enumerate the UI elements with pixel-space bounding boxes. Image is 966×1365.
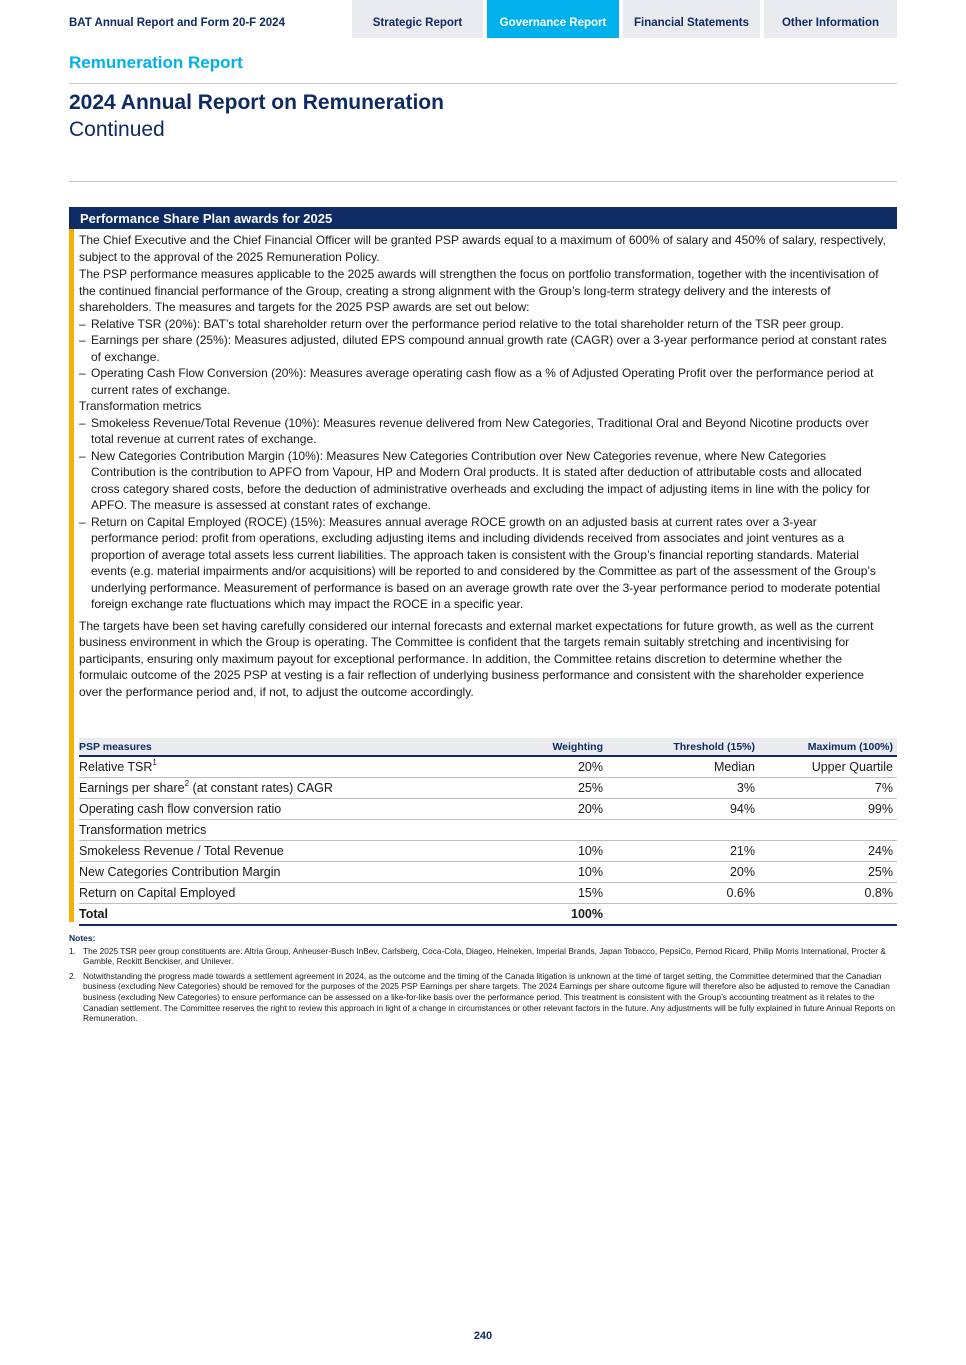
measure-cell: New Categories Contribution Margin (79, 862, 453, 883)
tab-governance-report[interactable]: Governance Report (487, 0, 619, 38)
list-item-text: Earnings per share (25%): Measures adjusted, diluted EPS compound annual growth rate (CAGR) over a 3-year performance period at constant rates of exchange. (91, 333, 887, 364)
footnote-text: Notwithstanding the progress made towards a settlement agreement in 2024, as the outcome and the timing of the Canada litigation is unknown at the time of target setting, the Committee determined that the Canadian business (excluding New Categories) should be removed for the purposes of the 2025 PSP Earnings per share targets. The 2024 Earnings per share outcome figure will therefore also be adjusted to remove the Canadian business (excluding New Categories) to ensure performance can be assessed on a like-for-like basis over the performance period. This treatment is consistent with the Group’s accounting treatment as it relates to the Canadian settlement. The Committee reserves the right to review this approach in light of a change in circumstances or other relevant factors in the future. Any adjustments will be fully explained in future Annual Reports on Remuneration. (83, 970, 895, 1024)
total-label-cell: Total (79, 904, 453, 926)
panel-title: Performance Share Plan awards for 2025 (69, 207, 897, 229)
threshold-cell: 3% (607, 778, 759, 799)
notes-title: Notes: (69, 933, 96, 943)
empty-cell (607, 904, 759, 926)
document-title: BAT Annual Report and Form 20-F 2024 (69, 17, 285, 29)
list-item: – Return on Capital Employed (ROCE) (15%): Measures annual average ROCE growth on an adjusted basis at current rates over a 3-year performance period: profit from operations, excluding adjusting items and including dividends received from associates and joint ventures as a proportion of average total assets less current liabilities. The approach taken is consistent with the Group’s financial reporting standards. Material events (e.g. material impairments and/or acquisitions) will be reported to and considered by the Committee as part of the assessment of the Group’s underlying performance. Measurement of performance is based on an average growth rate over the 3-year performance period to moderate potential foreign exchange rate fluctuations which may impact the ROCE in a specific year. (79, 514, 881, 611)
measure-cell: Earnings per share$^2$ (at constant rates) CAGR (79, 778, 453, 799)
maximum-cell: 0.8% (759, 883, 897, 904)
maximum-cell: 99% (759, 799, 897, 820)
maximum-cell (759, 820, 897, 841)
list-item: – Earnings per share (25%): Measures adjusted, diluted EPS compound annual growth rate (CAGR) over a 3-year performance period at constant rates of exchange. (79, 333, 887, 364)
empty-cell (759, 904, 897, 926)
weighting-cell: 20% (453, 799, 607, 820)
weighting-cell (453, 820, 607, 841)
footnotes (69, 933, 897, 1028)
threshold-cell: 20% (607, 862, 759, 883)
table-total-row (79, 904, 897, 926)
maximum-cell: 24% (759, 841, 897, 862)
footnote-number: 1. (69, 945, 76, 956)
list-item: – Relative TSR (20%): BAT’s total shareholder return over the performance period relative to the total shareholder return of the TSR peer group. (79, 316, 844, 331)
paragraph: The Chief Executive and the Chief Financial Officer will be granted PSP awards equal to a maximum of 600% of salary and 450% of salary, respectively, subject to the approval of the 2025 Remuneration Policy. (79, 233, 886, 264)
list-item-text: Relative TSR (20%): BAT’s total shareholder return over the performance period relative to the total shareholder return of the TSR peer group. (91, 316, 844, 331)
weighting-cell: 15% (453, 883, 607, 904)
tab-other-information[interactable]: Other Information (764, 0, 897, 38)
weighting-cell: 20% (453, 756, 607, 778)
column-header: Threshold (15%) (607, 738, 759, 756)
top-navigation (352, 0, 901, 38)
weighting-cell: 25% (453, 778, 607, 799)
column-header: PSP measures (79, 738, 453, 756)
section-name: Remuneration Report (69, 53, 243, 72)
paragraph: The PSP performance measures applicable to the 2025 awards will strengthen the focus on portfolio transformation, together with the incentivisation of the continued financial performance of the Group, creating a strong alignment with the Group’s long-term strategy delivery and the interests of shareholders. The measures and targets for the 2025 PSP awards are set out below: (79, 267, 879, 314)
list-item-text: New Categories Contribution Margin (10%): Measures New Categories Contribution over New Categories revenue, where New Categories Contribution is the contribution to APFO from Vapour, HP and Modern Oral products. It is stated after deduction of attributable costs and allocated cross category shared costs, before the deduction of administrative overheads and excluding the impact of adjusting items in line with the policy for APFO. The measure is assessed at constant rates of exchange. (91, 448, 871, 512)
list-item: – Smokeless Revenue/Total Revenue (10%): Measures revenue delivered from New Categories, Traditional Oral and Beyond Nicotine products over total revenue at current rates of exchange. (79, 415, 869, 446)
measure-cell: Relative TSR$^1$ (79, 756, 453, 778)
measure-cell: Transformation metrics (79, 820, 453, 841)
threshold-cell: 21% (607, 841, 759, 862)
maximum-cell: Upper Quartile (759, 756, 897, 778)
column-header: Weighting (453, 738, 607, 756)
footnote (69, 946, 897, 967)
measure-cell: Return on Capital Employed (79, 883, 453, 904)
threshold-cell: Median (607, 756, 759, 778)
column-header: Maximum (100%) (759, 738, 897, 756)
threshold-cell: 94% (607, 799, 759, 820)
psp-measures-table (79, 738, 897, 926)
page-subtitle: Continued (69, 118, 165, 141)
threshold-cell: 0.6% (607, 883, 759, 904)
weighting-cell: 10% (453, 841, 607, 862)
paragraph: The targets have been set having carefully considered our internal forecasts and external market expectations for future growth, as well as the current business environment in which the Group is operating. The Committee is confident that the targets remain suitably stretching and incentivising for participants, ensuring only maximum payout for exceptional performance. In addition, the Committee retains discretion to determine whether the formulaic outcome of the 2025 PSP at vesting is a fair reflection of underlying business performance and consistent with the shareholder experience over the performance period and, if not, to adjust the outcome accordingly. (79, 618, 874, 699)
list-item: – New Categories Contribution Margin (10%): Measures New Categories Contribution over New Categories revenue, where New Categories Contribution is the contribution to APFO from Vapour, HP and Modern Oral products. It is stated after deduction of attributable costs and allocated cross category shared costs, before the deduction of administrative overheads and excluding the impact of adjusting items in line with the policy for APFO. The measure is assessed at constant rates of exchange. (79, 448, 871, 512)
table-row (79, 799, 897, 820)
table-row (79, 841, 897, 862)
page-title: 2024 Annual Report on Remuneration (69, 91, 444, 114)
table-header-row (79, 738, 897, 756)
footnote-text: The 2025 TSR peer group constituents are: Altria Group, Anheuser-Busch InBev, Carlsberg, Coca-Cola, Diageo, Heineken, Imperial Brands, Japan Tobacco, PepsiCo, Pernod Ricard, Philip Morris International, Procter & Gamble, Reckitt Benckiser, and Unilever. (83, 945, 886, 967)
panel-body (79, 232, 887, 700)
list-item-text: Smokeless Revenue/Total Revenue (10%): Measures revenue delivered from New Categories, Traditional Oral and Beyond Nicotine products over total revenue at current rates of exchange. (91, 415, 869, 446)
table-row (79, 820, 897, 841)
measure-cell: Operating cash flow conversion ratio (79, 799, 453, 820)
footnote (69, 971, 897, 1024)
maximum-cell: 7% (759, 778, 897, 799)
tab-strategic-report[interactable]: Strategic Report (352, 0, 483, 38)
divider (69, 181, 897, 182)
panel-accent-bar (69, 229, 74, 922)
tab-financial-statements[interactable]: Financial Statements (623, 0, 760, 38)
weighting-cell: 10% (453, 862, 607, 883)
divider (69, 83, 897, 84)
threshold-cell (607, 820, 759, 841)
table-row (79, 756, 897, 778)
footnote-number: 2. (69, 970, 76, 981)
table-row (79, 883, 897, 904)
table-row (79, 778, 897, 799)
list-item-text: Return on Capital Employed (ROCE) (15%): Measures annual average ROCE growth on an adjusted basis at current rates over a 3-year performance period: profit from operations, excluding adjusting items and including dividends received from associates and joint ventures as a proportion of average total assets less current liabilities. The approach taken is consistent with the Group’s financial reporting standards. Material events (e.g. material impairments and/or acquisitions) will be reported to and considered by the Committee as part of the assessment of the Group’s underlying performance. Measurement of performance is based on an average growth rate over the 3-year performance period to moderate potential foreign exchange rate fluctuations which may impact the ROCE in a specific year. (91, 514, 881, 611)
table-row (79, 862, 897, 883)
total-weighting-cell: 100% (453, 904, 607, 926)
subheading-transformation-metrics: Transformation metrics (79, 399, 202, 413)
list-item: – Operating Cash Flow Conversion (20%): Measures average operating cash flow as a % of Adjusted Operating Profit over the performance period at current rates of exchange. (79, 366, 874, 397)
list-item-text: Operating Cash Flow Conversion (20%): Measures average operating cash flow as a % of Adjusted Operating Profit over the performance period at current rates of exchange. (91, 366, 874, 397)
page-number: 240 (473, 1330, 493, 1342)
measure-cell: Smokeless Revenue / Total Revenue (79, 841, 453, 862)
maximum-cell: 25% (759, 862, 897, 883)
